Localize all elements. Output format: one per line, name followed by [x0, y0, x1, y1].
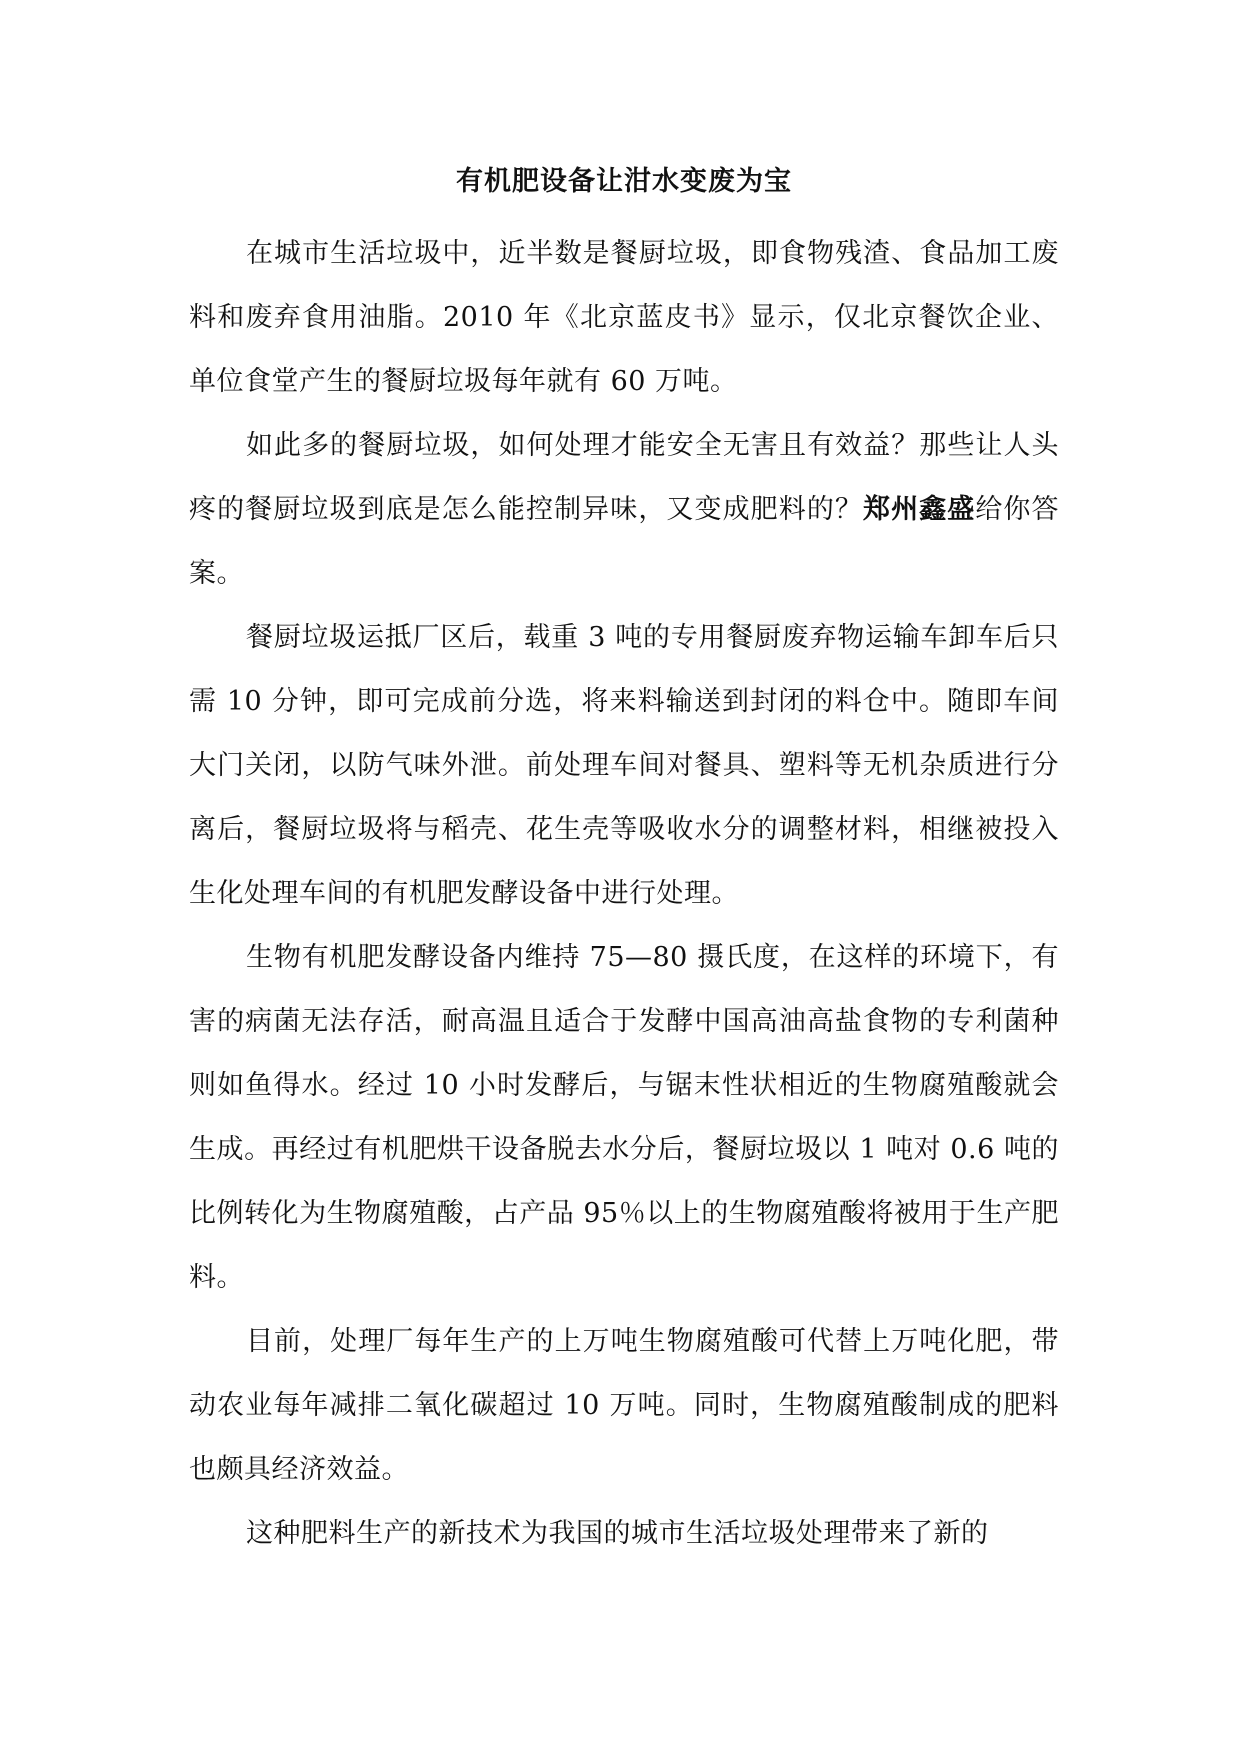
paragraph-2-text-before: 如此多的餐厨垃圾，如何处理才能安全无害且有效益？那些让人头疼的餐厨垃圾到底是怎么能控制异味，又变成肥料的？ — [189, 430, 1059, 525]
paragraph-2 — [189, 414, 1059, 606]
document-body — [189, 160, 1059, 1566]
paragraph-1: 在城市生活垃圾中，近半数是餐厨垃圾，即食物残渣、食品加工废料和废弃食用油脂。2010 年《北京蓝皮书》显示，仅北京餐饮企业、单位食堂产生的餐厨垃圾每年就有 60 万吨。 — [189, 238, 1059, 397]
paragraph-3: 餐厨垃圾运抵厂区后，载重 3 吨的专用餐厨废弃物运输车卸车后只需 10 分钟，即可完成前分选，将来料输送到封闭的料仓中。随即车间大门关闭，以防气味外泄。前处理车间对餐具、塑料等无机杂质进行分离后，餐厨垃圾将与稻壳、花生壳等吸收水分的调整材料，相继被投入生化处理车间的有机肥发酵设备中进行处理。 — [189, 622, 1059, 909]
brand-name: 郑州鑫盛 — [863, 494, 976, 525]
paragraph-5: 目前，处理厂每年生产的上万吨生物腐殖酸可代替上万吨化肥，带动农业每年减排二氧化碳超过 10 万吨。同时，生物腐殖酸制成的肥料也颇具经济效益。 — [189, 1326, 1059, 1485]
paragraph-6: 这种肥料生产的新技术为我国的城市生活垃圾处理带来了新的 — [246, 1518, 989, 1549]
paragraph-4: 生物有机肥发酵设备内维持 75—80 摄氏度，在这样的环境下，有害的病菌无法存活，耐高温且适合于发酵中国高油高盐食物的专利菌种则如鱼得水。经过 10 小时发酵后，与锯末性状相近的生物腐殖酸就会生成。再经过有机肥烘干设备脱去水分后，餐厨垃圾以 1 吨对 0.6 吨的比例转化为生物腐殖酸，占产品 95％以上的生物腐殖酸将被用于生产肥料。 — [189, 942, 1059, 1293]
document-title: 有机肥设备让泔水变废为宝 — [456, 166, 792, 197]
paragraph-2-text-after: 给你答案。 — [189, 494, 1060, 589]
